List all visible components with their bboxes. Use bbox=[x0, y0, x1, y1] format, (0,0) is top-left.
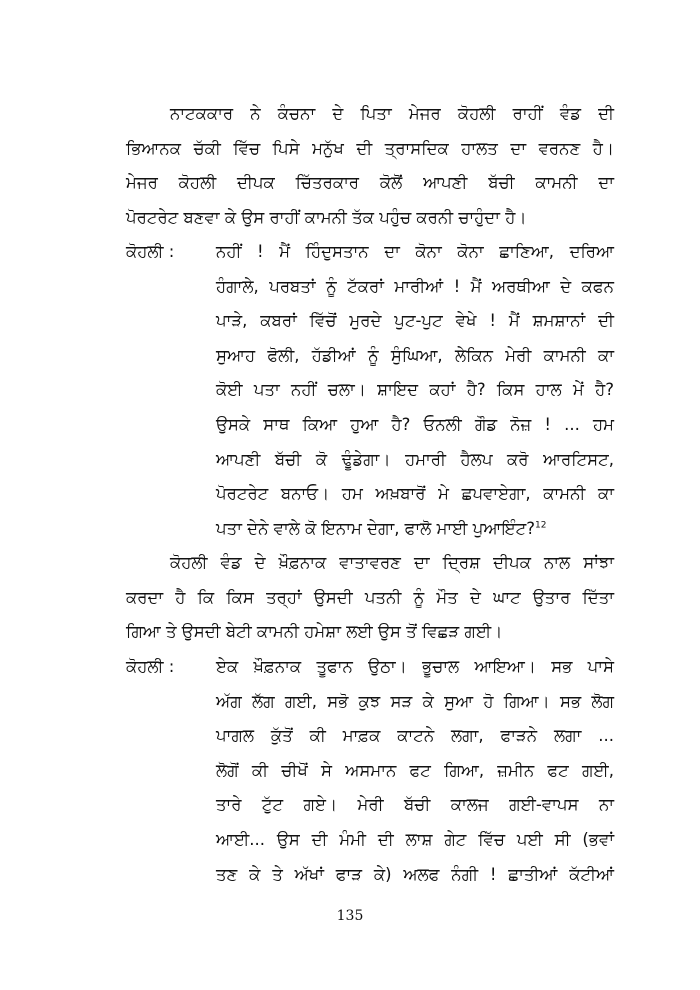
text-line: ਨਾਟਕਕਾਰ ਨੇ ਕੰਚਨਾ ਦੇ ਪਿਤਾ ਮੇਜਰ ਕੋਹਲੀ ਰਾਹੀਂ ਵੰਡ ਦੀ bbox=[170, 104, 614, 123]
speaker-label: ਕੋਹਲੀ : bbox=[126, 657, 175, 676]
text-line: ਕਰਦਾ ਹੈ ਕਿ ਕਿਸ ਤਰ੍ਹਾਂ ਉਸਦੀ ਪਤਨੀ ਨੂੰ ਮੌਤ ਦੇ ਘਾਟ ਉਤਾਰ ਦਿੱਤਾ bbox=[126, 587, 614, 607]
dialogue-line: ਪਾੜੇ, ਕਬਰਾਂ ਵਿੱਚੋਂ ਮੁਰਦੇ ਪੁਟ-ਪੁਟ ਵੇਖੇ ! ਮੈਂ ਸ਼ਮਸ਼ਾਨਾਂ ਦੀ bbox=[216, 311, 614, 331]
dialogue-line: ਨਹੀਂ ! ਮੈਂ ਹਿੰਦੁਸਤਾਨ ਦਾ ਕੋਨਾ ਕੋਨਾ ਛਾਣਿਆ, ਦਰਿਆ bbox=[216, 242, 614, 261]
dialogue-line: ਆਈ... ਉਸ ਦੀ ਮੰਮੀ ਦੀ ਲਾਸ਼ ਗੇਟ ਵਿੱਚ ਪਈ ਸੀ (ਭਵਾਂ bbox=[216, 829, 614, 849]
paragraph-context bbox=[126, 546, 614, 650]
dialogue-line: ਆਪਣੀ ਬੱਚੀ ਕੋ ਢੂੰਡੇਗਾ। ਹਮਾਰੀ ਹੈਲਪ ਕਰੋ ਆਰਟਿਸਟ, bbox=[216, 449, 614, 469]
text-line: ਮੇਜਰ ਕੋਹਲੀ ਦੀਪਕ ਚਿੱਤਰਕਾਰ ਕੋਲੋਂ ਆਪਣੀ ਬੱਚੀ ਕਾਮਨੀ ਦਾ bbox=[126, 173, 614, 193]
dialogue-line: ਪੋਰਟਰੇਟ ਬਨਾਓ। ਹਮ ਅਖ਼ਬਾਰੋਂ ਮੇ ਛਪਵਾਏਗਾ, ਕਾਮਨੀ ਕਾ bbox=[216, 484, 614, 504]
dialogue-line: ਅੱਗ ਲੱਗ ਗਈ, ਸਭੋ ਕੁਝ ਸੜ ਕੇ ਸੁਆ ਹੋ ਗਿਆ। ਸਭ ਲੋਗ bbox=[216, 691, 614, 711]
paragraph-intro bbox=[126, 97, 614, 235]
dialogue-line: ਪਾਗਲ ਕੁੱਤੋਂ ਕੀ ਮਾਫ਼ਕ ਕਾਟਨੇ ਲਗਾ, ਫਾੜਨੇ ਲਗਾ ... bbox=[216, 726, 614, 746]
text-line: ਪੋਰਟਰੇਟ ਬਣਵਾ ਕੇ ਉਸ ਰਾਹੀਂ ਕਾਮਨੀ ਤੱਕ ਪਹੁੰਚ ਕਰਨੀ ਚਾਹੁੰਦਾ ਹੈ। bbox=[126, 207, 527, 227]
dialogue-line: ਤਣ ਕੇ ਤੇ ਅੱਖਾਂ ਫਾੜ ਕੇ) ਅਲਫ ਨੰਗੀ ! ਛਾਤੀਆਂ ਕੱਟੀਆਂ bbox=[216, 864, 614, 884]
dialogue-line: ਸੁਆਹ ਫੋਲੀ, ਹੱਡੀਆਂ ਨੂੰ ਸੁੰਘਿਆ, ਲੇਕਿਨ ਮੇਰੀ ਕਾਮਨੀ ਕਾ bbox=[216, 345, 614, 365]
page-number: 135 bbox=[336, 908, 364, 924]
text-line: ਕੋਹਲੀ ਵੰਡ ਦੇ ਖ਼ੌਫ਼ਨਾਕ ਵਾਤਾਵਰਣ ਦਾ ਦ੍ਰਿਸ਼ ਦੀਪਕ ਨਾਲ ਸਾਂਝਾ bbox=[170, 553, 614, 572]
footnote-reference: 12 bbox=[534, 520, 547, 531]
dialogue-line: ਏਕ ਖ਼ੌਫ਼ਨਾਕ ਤੂਫਾਨ ਉਠਾ। ਭੂਚਾਲ ਆਇਆ। ਸਭ ਪਾਸੇ bbox=[216, 657, 614, 676]
dialogue-line bbox=[216, 512, 614, 547]
dialogue-line: ਲੋਗੋਂ ਕੀ ਚੀਖੋਂ ਸੇ ਅਸਮਾਨ ਫਟ ਗਿਆ, ਜ਼ਮੀਨ ਫਟ ਗਈ, bbox=[216, 760, 614, 780]
dialogue-text bbox=[216, 235, 614, 546]
dialogue-text bbox=[216, 650, 614, 892]
text-line: ਗਿਆ ਤੇ ਉਸਦੀ ਬੇਟੀ ਕਾਮਨੀ ਹਮੇਸ਼ਾ ਲਈ ਉਸ ਤੋਂ ਵਿਛੜ ਗਈ। bbox=[126, 622, 503, 642]
dialogue-line: ਉਸਕੇ ਸਾਥ ਕਿਆ ਹੁਆ ਹੈ? ਓਨਲੀ ਗੌਡ ਨੋਜ਼ ! ... ਹਮ bbox=[216, 414, 614, 434]
dialogue-line-text: ਪਤਾ ਦੇਨੇ ਵਾਲੇ ਕੋ ਇਨਾਮ ਦੇਗਾ, ਫਾਲੋ ਮਾਈ ਪੁਆਇੰਟ? bbox=[216, 518, 535, 538]
text-line: ਭਿਆਨਕ ਚੱਕੀ ਵਿੱਚ ਪਿਸੇ ਮਨੁੱਖ ਦੀ ਤ੍ਰਾਸਦਿਕ ਹਾਲਤ ਦਾ ਵਰਨਣ ਹੈ। bbox=[126, 138, 614, 158]
speaker-label: ਕੋਹਲੀ : bbox=[126, 242, 175, 261]
dialogue-line: ਤਾਰੇ ਟੁੱਟ ਗਏ। ਮੇਰੀ ਬੱਚੀ ਕਾਲਜ ਗਈ-ਵਾਪਸ ਨਾ bbox=[216, 795, 614, 815]
dialogue-line: ਕੋਈ ਪਤਾ ਨਹੀਂ ਚਲਾ। ਸ਼ਾਇਦ ਕਹਾਂ ਹੈ? ਕਿਸ ਹਾਲ ਮੇਂ ਹੈ? bbox=[216, 380, 614, 400]
dialogue-line: ਹੰਗਾਲੇ, ਪਰਬਤਾਂ ਨੂੰ ਟੱਕਰਾਂ ਮਾਰੀਆਂ ! ਮੈਂ ਅਰਥੀਆ ਦੇ ਕਫਨ bbox=[216, 276, 614, 296]
